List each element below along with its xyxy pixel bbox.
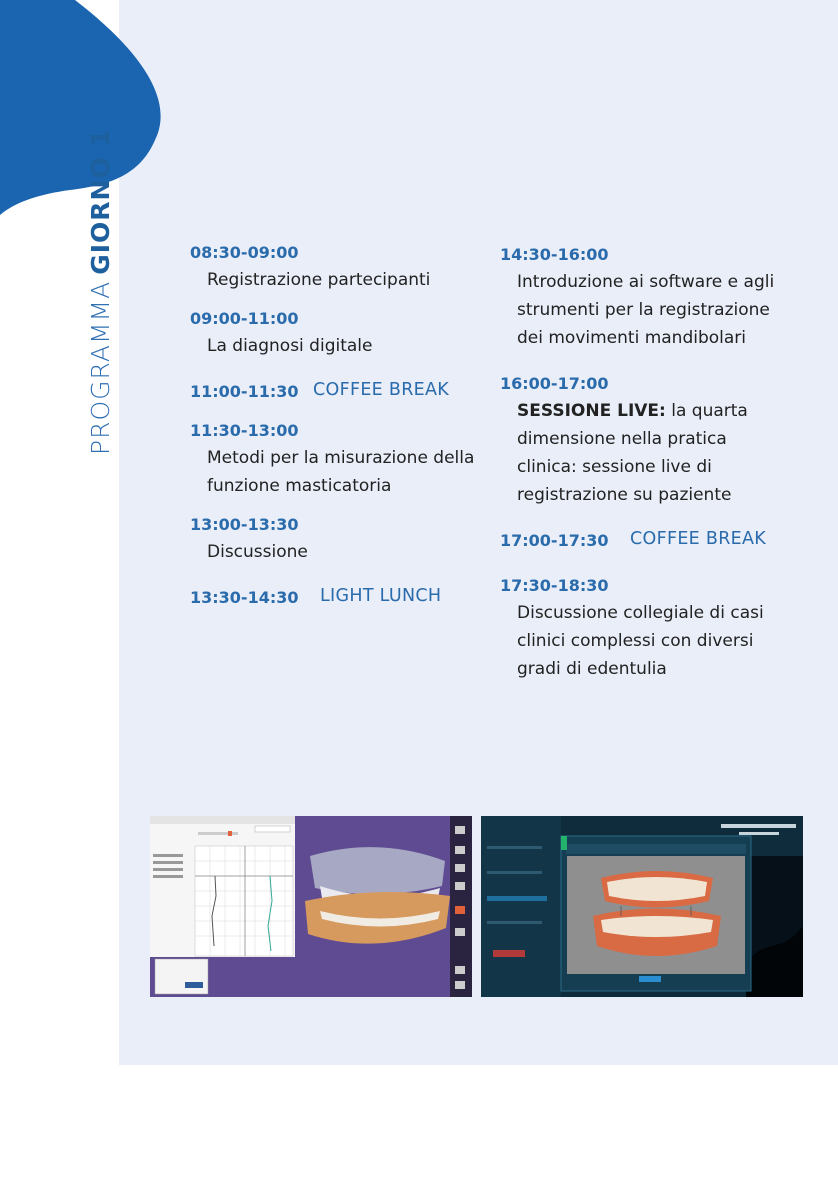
session-title-cont: strumenti per la registrazione bbox=[517, 300, 770, 320]
time-slot: 09:00-11:00 bbox=[190, 309, 299, 328]
session-title: Registrazione partecipanti bbox=[207, 270, 431, 290]
session-title-cont: gradi di edentulia bbox=[517, 659, 667, 679]
time-slot: 08:30-09:00 bbox=[190, 243, 299, 262]
session-title-cont: clinica: sessione live di bbox=[517, 457, 712, 477]
time-slot: 13:30-14:30 bbox=[190, 588, 299, 607]
time-slot: 13:00-13:30 bbox=[190, 515, 299, 534]
session-title-text: la quarta bbox=[665, 401, 748, 421]
session-title-cont: dimensione nella pratica bbox=[517, 429, 727, 449]
dental-software-image bbox=[150, 816, 472, 997]
session-title: La diagnosi digitale bbox=[207, 336, 373, 356]
session-title-cont: dei movimenti mandibolari bbox=[517, 328, 747, 348]
session-title: Introduzione ai software e agli bbox=[517, 272, 775, 292]
break-label: COFFEE BREAK bbox=[313, 380, 450, 400]
day-word: GIORNO 1 bbox=[86, 128, 115, 275]
session-title: Metodi per la misurazione della bbox=[207, 448, 475, 468]
program-day-label bbox=[86, 128, 115, 455]
time-slot: 11:00-11:30 bbox=[190, 382, 299, 401]
jaw-registration-image bbox=[481, 816, 803, 997]
session-title: Discussione collegiale di casi bbox=[517, 603, 764, 623]
session-title-cont: registrazione su paziente bbox=[517, 485, 732, 505]
software-screenshot-right bbox=[481, 816, 803, 997]
time-slot: 16:00-17:00 bbox=[500, 374, 609, 393]
time-slot: 14:30-16:00 bbox=[500, 245, 609, 264]
session-lead: SESSIONE LIVE: bbox=[517, 401, 666, 421]
break-label: LIGHT LUNCH bbox=[320, 586, 442, 606]
break-label: COFFEE BREAK bbox=[630, 529, 767, 549]
decorative-blob bbox=[0, 0, 170, 220]
software-screenshot-left bbox=[150, 816, 472, 997]
time-slot: 17:00-17:30 bbox=[500, 531, 609, 550]
session-title-cont: funzione masticatoria bbox=[207, 476, 392, 496]
time-slot: 11:30-13:00 bbox=[190, 421, 299, 440]
session-title bbox=[517, 397, 748, 425]
time-slot: 17:30-18:30 bbox=[500, 576, 609, 595]
program-word: PROGRAMMA bbox=[86, 280, 115, 455]
session-title: Discussione bbox=[207, 542, 308, 562]
session-title-cont: clinici complessi con diversi bbox=[517, 631, 754, 651]
